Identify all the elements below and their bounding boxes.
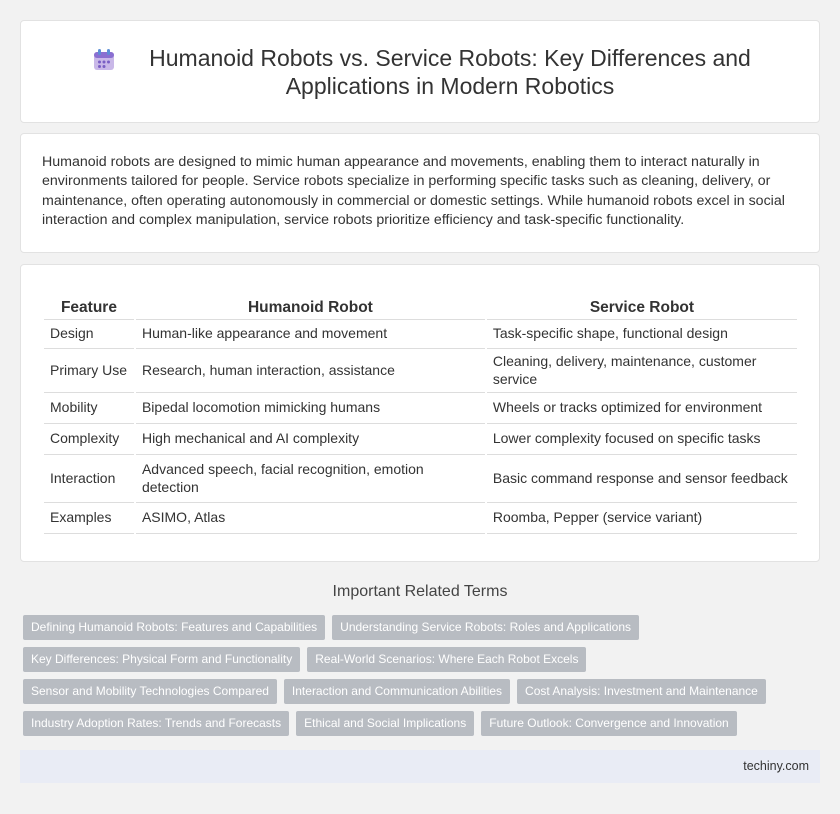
related-term-tag[interactable]: Cost Analysis: Investment and Maintenance: [517, 679, 766, 704]
table-cell: Primary Use: [44, 349, 134, 393]
table-cell: Research, human interaction, assistance: [136, 349, 485, 393]
page-title: Humanoid Robots vs. Service Robots: Key Differences and Applications in Modern Robotics: [149, 44, 751, 99]
table-row: [44, 455, 797, 503]
header-feature: Feature: [44, 293, 134, 320]
header-service: Service Robot: [487, 293, 797, 320]
table-cell: High mechanical and AI complexity: [136, 424, 485, 455]
related-term-tag[interactable]: Sensor and Mobility Technologies Compared: [23, 679, 277, 704]
intro-paragraph: Humanoid robots are designed to mimic human appearance and movements, enabling them to interact naturally in environments tailored for people. Service robots specialize in performing specific tasks such as cleaning, delivery, or maintenance, often operating autonomously in commercial or domestic settings. While humanoid robots excel in social interaction and complex manipulation, service robots prioritize efficiency and task-specific functionality.: [42, 154, 785, 228]
related-terms-title: Important Related Terms: [332, 583, 508, 600]
table-row: [44, 503, 797, 534]
related-term-tag[interactable]: Interaction and Communication Abilities: [284, 679, 510, 704]
related-term-tag[interactable]: Future Outlook: Convergence and Innovation: [481, 711, 736, 736]
table-cell: Wheels or tracks optimized for environment: [487, 393, 797, 424]
table-cell: Lower complexity focused on specific tasks: [487, 424, 797, 455]
related-term-tag[interactable]: Defining Humanoid Robots: Features and Capabilities: [23, 615, 325, 640]
table-row: [44, 424, 797, 455]
table-cell: Bipedal locomotion mimicking humans: [136, 393, 485, 424]
header-card: [20, 20, 820, 123]
table-cell: Human-like appearance and movement: [136, 320, 485, 349]
table-row: [44, 320, 797, 349]
table-cell: Complexity: [44, 424, 134, 455]
footer-site-link[interactable]: techiny.com: [743, 759, 809, 773]
table-cell: Roomba, Pepper (service variant): [487, 503, 797, 534]
table-cell: Design: [44, 320, 134, 349]
tag-row: [23, 679, 813, 704]
table-cell: ASIMO, Atlas: [136, 503, 485, 534]
tag-row: [23, 711, 813, 736]
related-term-tag[interactable]: Real-World Scenarios: Where Each Robot Excels: [307, 647, 586, 672]
table-cell: Interaction: [44, 455, 134, 503]
comparison-table: [42, 293, 799, 534]
related-terms-tags: [23, 615, 813, 743]
table-header-row: [44, 293, 797, 320]
table-cell: Basic command response and sensor feedback: [487, 455, 797, 503]
related-term-tag[interactable]: Industry Adoption Rates: Trends and Forecasts: [23, 711, 289, 736]
related-term-tag[interactable]: Key Differences: Physical Form and Functionality: [23, 647, 300, 672]
tag-row: [23, 647, 813, 672]
footer-bar: [20, 750, 820, 783]
tag-row: [23, 615, 813, 640]
intro-card: [20, 133, 820, 253]
table-row: [44, 349, 797, 393]
comparison-card: [20, 264, 820, 562]
related-term-tag[interactable]: Understanding Service Robots: Roles and Applications: [332, 615, 639, 640]
related-term-tag[interactable]: Ethical and Social Implications: [296, 711, 474, 736]
table-cell: Cleaning, delivery, maintenance, customer service: [487, 349, 797, 393]
table-cell: Task-specific shape, functional design: [487, 320, 797, 349]
table-cell: Examples: [44, 503, 134, 534]
header-humanoid: Humanoid Robot: [136, 293, 485, 320]
table-cell: Mobility: [44, 393, 134, 424]
table-cell: Advanced speech, facial recognition, emotion detection: [136, 455, 485, 503]
table-row: [44, 393, 797, 424]
